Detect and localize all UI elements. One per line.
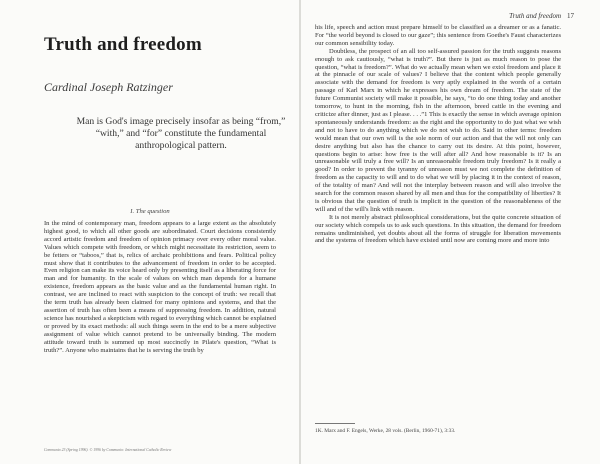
article-title: Truth and freedom bbox=[44, 34, 202, 55]
body-paragraph: his life, speech and action must prepare himself to be classified as a dreamer or as a fanatic. For “the world beyond is closed to our gaze”; this sentence from Goethe's Faust characterizes our common sensibility today. bbox=[315, 24, 561, 47]
epigraph: Man is God's image precisely insofar as being “from,” “with,” and “for” constitute the fundamental anthropological pattern. bbox=[76, 116, 286, 152]
footnote: 1K. Marx and F. Engels, Werke, 28 vols. (Berlin, 1960-71), 3:33. bbox=[315, 428, 456, 434]
author-name: Cardinal Joseph Ratzinger bbox=[44, 80, 173, 94]
right-body-text bbox=[315, 24, 561, 391]
running-head-title: Truth and freedom bbox=[509, 12, 561, 20]
body-paragraph: It is not merely abstract philosophical considerations, but the quite concrete situation of our society which compels us to ask such questions. In this situation, the demand for freedom remains undiminished, yet doubts about all the forms of struggle for liberation movements and the systems of freedom which have existed until now are coming more and more into bbox=[315, 213, 561, 245]
running-head bbox=[509, 12, 574, 20]
body-paragraph: In the mind of contemporary man, freedom appears to a large extent as the absolutely highest good, to which all other goods are subordinated. Court decisions consistently accord artistic freedom and freedom of opinion primacy over every other moral value. Values which compete with freedom, or which might necessitate its restriction, seem to be fetters or “taboos,” that is, relics of archaic prohibitions and fears. Political policy must show that it contributes to the advancement of freedom in order to be accepted. Even religion can make its voice heard only by presenting itself as a liberating force for man and for humanity. In the scale of values on which man depends for a humane existence, freedom appears as the basic value and as the fundamental human right. In contrast, we are inclined to react with suspicion to the concept of truth: we recall that the term truth has already been claimed for many opinions and systems, and that the assertion of truth has often been a means of suppressing freedom. In addition, natural science has nourished a skepticism with regard to everything which cannot be explained or proved by its exact methods: all such things seem in the end to be a mere subjective assignment of value which cannot pretend to be universally binding. The modern attitude toward truth is summed up most succinctly in Pilate's question, “What is truth?”. Anyone who maintains that he is serving the truth by bbox=[44, 220, 276, 354]
right-page bbox=[301, 0, 600, 464]
footnote-rule bbox=[315, 423, 355, 424]
left-page bbox=[0, 0, 299, 464]
section-heading: I. The question bbox=[130, 208, 170, 215]
body-paragraph: Doubtless, the prospect of an all too self-assured passion for the truth suggests reasons enough to ask cautiously, “what is truth?”. But there is just as much reason to pose the question, “what is freedom?”. What do we actually mean when we extol freedom and place it at the pinnacle of our scale of values? I believe that the content which people generally associate with the demand for freedom is very aptly explained in the words of a certain passage of Karl Marx in which he expresses his own dream of freedom. The state of the future Communist society will make it possible, he says, “to do one thing today and another tomorrow, to hunt in the morning, fish in the afternoon, breed cattle in the evening and criticize after dinner, just as I please. . . .”1 This is exactly the sense in which average opinion spontaneously understands freedom: as the right and the opportunity to do just what we wish and not to have to do anything which we do not wish to do. Said in other terms: freedom would mean that our own will is the sole norm of our action and that the will not only can desire anything but also has the chance to carry out its desire. At this point, however, questions begin to arise: how free is the will after all? And how reasonable is it? Is an unreasonable will truly a free will? Is an unreasonable freedom truly freedom? Is it really a good? In order to prevent the tyranny of unreason must we not complete the definition of freedom as the capacity to will and to do what we will by placing it in the context of reason, of the totality of man? And will not the interplay between reason and will also involve the search for the common reason shared by all men and thus for the compatibility of liberties? It is obvious that the question of truth is implicit in the question of the reasonableness of the will and of the will's link with reason. bbox=[315, 47, 561, 213]
left-body-text bbox=[44, 220, 276, 444]
page-number: 17 bbox=[567, 12, 574, 20]
publication-footer: Communio 23 (Spring 1996). © 1996 by Communio: International Catholic Review bbox=[44, 448, 172, 452]
